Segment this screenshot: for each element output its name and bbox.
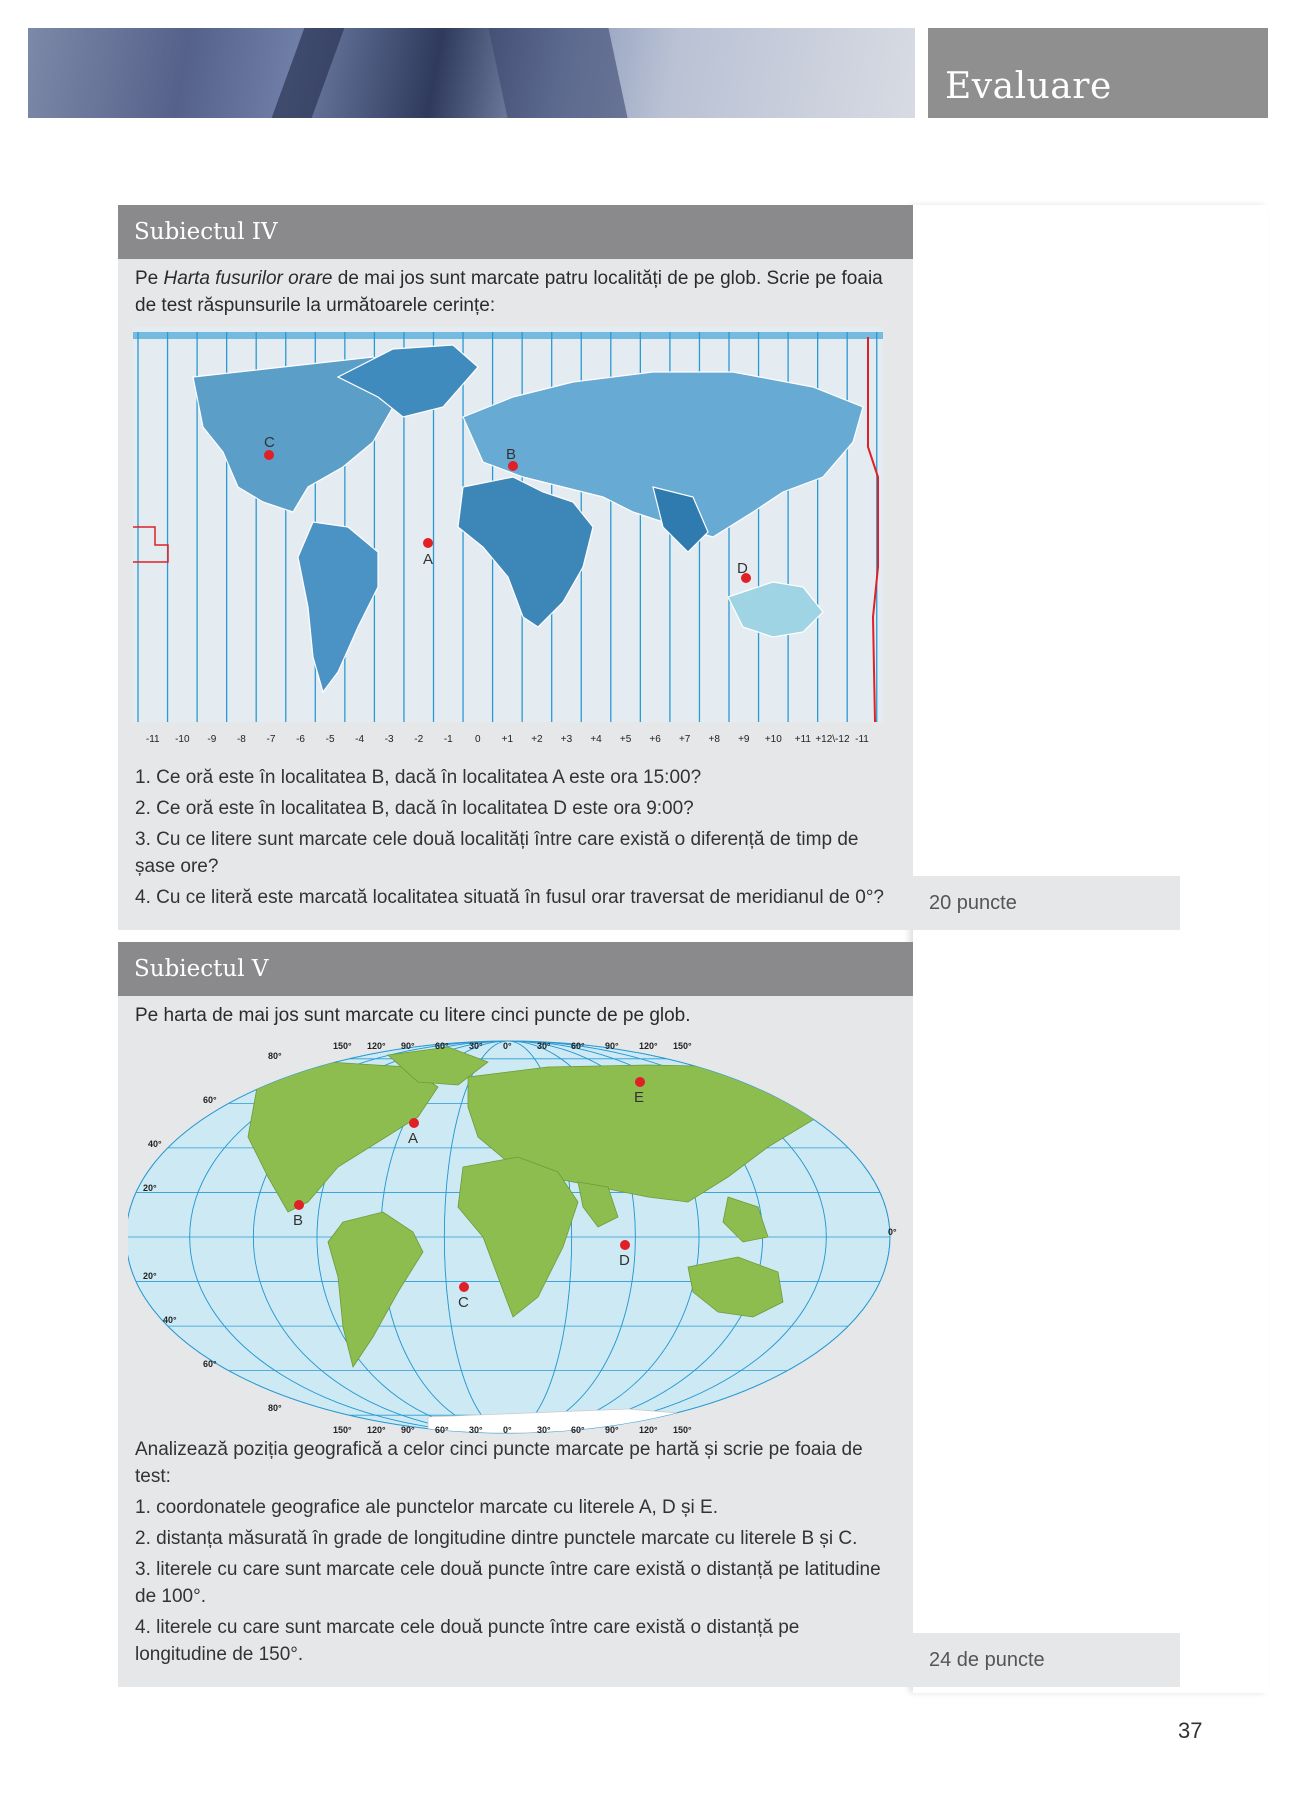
question-2: 2. Ce oră este în localitatea B, dacă în localitatea D este ora 9:00? [135, 798, 694, 819]
latitude-label: 80° [268, 1051, 282, 1061]
section-title: Subiectul V [118, 942, 913, 996]
marker-a [409, 1118, 419, 1128]
longitude-label: 30° [469, 1425, 483, 1435]
latitude-label: 40° [148, 1139, 162, 1149]
zone-label: +7 [678, 734, 691, 745]
zone-label: -2 [414, 734, 424, 745]
page-number: 37 [1178, 1718, 1203, 1743]
question-4: 4. Cu ce literă este marcată localitatea situată în fusul orar traversat de meridianul de 0°? [135, 887, 884, 908]
marker-d-label: D [619, 1252, 630, 1269]
marker-a [423, 538, 433, 548]
longitude-label: 60° [435, 1425, 449, 1435]
zone-label: +1 [501, 734, 514, 745]
section-intro: Pe Harta fusurilor orare de mai jos sunt marcate patru localități de pe glob. Scrie pe foaia de test răspunsurile la următoarele cerințe: [135, 268, 883, 316]
zone-label: -11 [145, 734, 160, 745]
longitude-label: 150° [673, 1425, 692, 1435]
zone-label: +8 [708, 734, 720, 745]
zone-label: 0 [475, 734, 481, 745]
zone-label: -6 [296, 734, 305, 745]
longitude-label: 150° [333, 1041, 352, 1051]
header-banner-image [28, 28, 915, 118]
zone-label: +3 [560, 734, 573, 745]
marker-a-label: A [408, 1130, 419, 1147]
longitude-label: 150° [673, 1041, 692, 1051]
zone-label: +9 [738, 734, 750, 745]
marker-c-label: C [458, 1294, 469, 1311]
zone-label: +12\-12 [815, 734, 850, 745]
longitude-label: 90° [605, 1425, 619, 1435]
section-title: Subiectul IV [118, 205, 913, 259]
longitude-label: 30° [537, 1041, 551, 1051]
marker-a-label: A [423, 551, 434, 568]
longitude-label: 90° [401, 1425, 415, 1435]
longitude-label: 120° [639, 1041, 658, 1051]
zone-label: -1 [443, 734, 453, 745]
section-subiectul-iv [118, 205, 913, 930]
longitude-label: 150° [333, 1425, 352, 1435]
section-subiectul-v [118, 942, 913, 1687]
zone-label: +2 [531, 734, 543, 745]
question-2: 2. distanța măsurată în grade de longitudine dintre punctele marcate cu literele B și C. [135, 1528, 858, 1549]
longitude-label: 60° [571, 1425, 585, 1435]
marker-d-label: D [737, 560, 748, 577]
zone-label: -3 [384, 734, 394, 745]
longitude-label: 60° [571, 1041, 585, 1051]
marker-c-label: C [264, 434, 275, 451]
zone-label: -10 [175, 734, 190, 745]
marker-e [635, 1077, 645, 1087]
zone-label: +10 [764, 734, 782, 745]
zone-label: +11 [794, 734, 811, 745]
longitude-label: 90° [401, 1041, 415, 1051]
page-title: Evaluare [945, 66, 1112, 107]
marker-e-label: E [634, 1089, 645, 1106]
zone-label: -11 [855, 734, 869, 745]
right-margin-column [913, 205, 1268, 1693]
zone-label: -5 [325, 734, 335, 745]
latitude-label: 80° [268, 1403, 282, 1413]
zone-label: -7 [266, 734, 276, 745]
points-badge: 20 puncte [913, 876, 1180, 930]
longitude-label: 120° [367, 1425, 386, 1435]
question-1: 1. Ce oră este în localitatea B, dacă în localitatea A este ora 15:00? [135, 767, 702, 788]
latitude-label: 0° [888, 1227, 897, 1237]
time-zones-map [133, 327, 883, 747]
longitude-label: 30° [469, 1041, 483, 1051]
marker-c [264, 450, 274, 460]
question-list [118, 1432, 913, 1668]
question-1: 1. coordonatele geografice ale punctelor marcate cu literele A, D și E. [135, 1497, 719, 1518]
world-coordinates-map [128, 1037, 908, 1457]
longitude-label: 120° [367, 1041, 386, 1051]
zone-label: -8 [236, 734, 246, 745]
zone-label: +5 [619, 734, 632, 745]
longitude-label: 60° [435, 1041, 449, 1051]
marker-b-label: B [506, 446, 517, 463]
question-list [118, 760, 913, 911]
latitude-label: 20° [143, 1271, 157, 1281]
section-intro: Pe harta de mai jos sunt marcate cu litere cinci puncte de pe glob. [135, 1005, 691, 1026]
longitude-label: 30° [537, 1425, 551, 1435]
marker-b [294, 1200, 304, 1210]
latitude-label: 20° [143, 1183, 157, 1193]
instruction: Analizează poziția geografică a celor cinci puncte marcate pe hartă și scrie pe foaia de test: [135, 1439, 863, 1487]
zone-label: -4 [355, 734, 365, 745]
latitude-label: 60° [203, 1359, 217, 1369]
longitude-label: 0° [503, 1041, 512, 1051]
marker-c [459, 1282, 469, 1292]
zone-label: +6 [649, 734, 661, 745]
marker-d [620, 1240, 630, 1250]
points-badge: 24 de puncte [913, 1633, 1180, 1687]
latitude-label: 60° [203, 1095, 217, 1105]
longitude-label: 90° [605, 1041, 619, 1051]
question-4: 4. literele cu care sunt marcate cele două puncte între care există o distanță pe longitudine de 150°. [135, 1617, 800, 1665]
marker-b-label: B [293, 1212, 304, 1229]
zone-label: +4 [590, 734, 602, 745]
zone-label: -9 [207, 734, 217, 745]
question-3: 3. literele cu care sunt marcate cele două puncte între care există o distanță pe latitudine de 100°. [135, 1559, 881, 1607]
longitude-label: 0° [503, 1425, 512, 1435]
longitude-label: 120° [639, 1425, 658, 1435]
latitude-label: 40° [163, 1315, 177, 1325]
question-3: 3. Cu ce litere sunt marcate cele două localități între care există o diferență de timp de șase ore? [135, 829, 859, 877]
